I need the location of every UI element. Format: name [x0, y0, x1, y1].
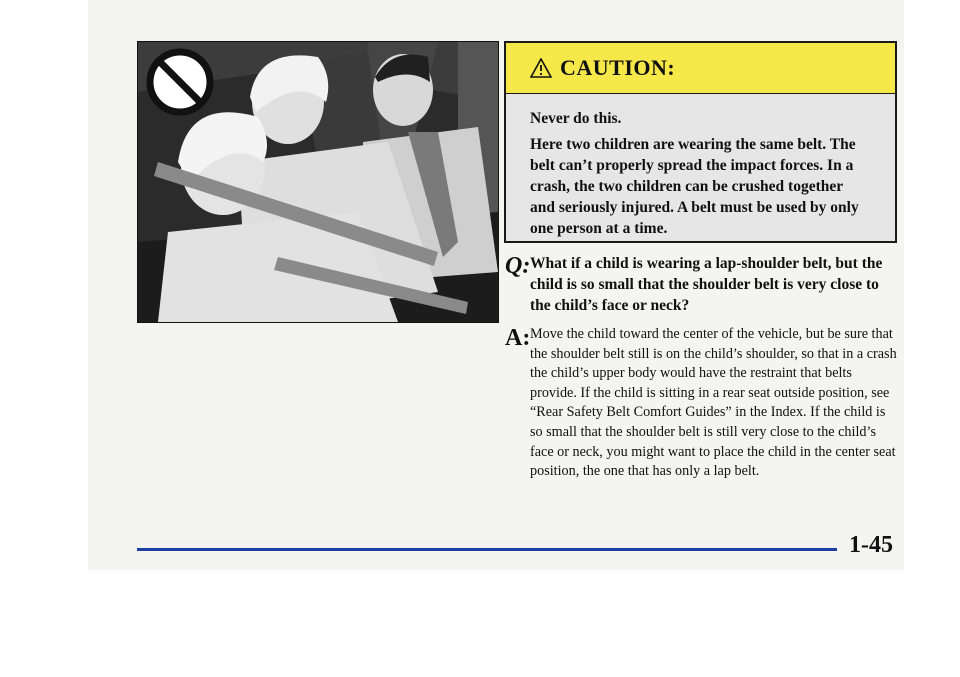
page-number: 1-45	[849, 532, 893, 558]
footer-rule	[137, 548, 837, 551]
question-text: What if a child is wearing a lap-shoulder belt, but the child is so small that the shoulder belt is very close to the child’s face or neck?	[530, 255, 883, 314]
caution-header	[506, 43, 895, 94]
caution-box	[504, 41, 897, 243]
answer-label: A:	[505, 325, 531, 351]
caution-paragraph-1: Never do this.	[530, 110, 622, 127]
two-children-one-belt-illustration	[137, 41, 499, 323]
caution-body	[506, 94, 895, 239]
answer-text: Move the child toward the center of the vehicle, but be sure that the shoulder belt still is on the child’s shoulder, so that in a crash the child’s upper body would have the restraint that belts provide. If the child is sitting in a rear seat outside position, see “Rear Safety Belt Comfort Guides” in the Index. If the child is so small that the shoulder belt is still very close to the child’s face or neck, you might want to place the child in the center seat position, the one that has only a lap belt.	[530, 326, 897, 480]
question-block	[505, 253, 900, 316]
answer-block	[505, 325, 900, 482]
warning-triangle-icon	[530, 58, 552, 78]
caution-title: CAUTION:	[560, 55, 676, 80]
question-label: Q:	[505, 253, 531, 279]
caution-paragraph-2: Here two children are wearing the same belt. The belt can’t properly spread the impact forces. In a crash, the two children can be crushed together and seriously injured. A belt must be used by only one person at a time.	[530, 136, 859, 237]
